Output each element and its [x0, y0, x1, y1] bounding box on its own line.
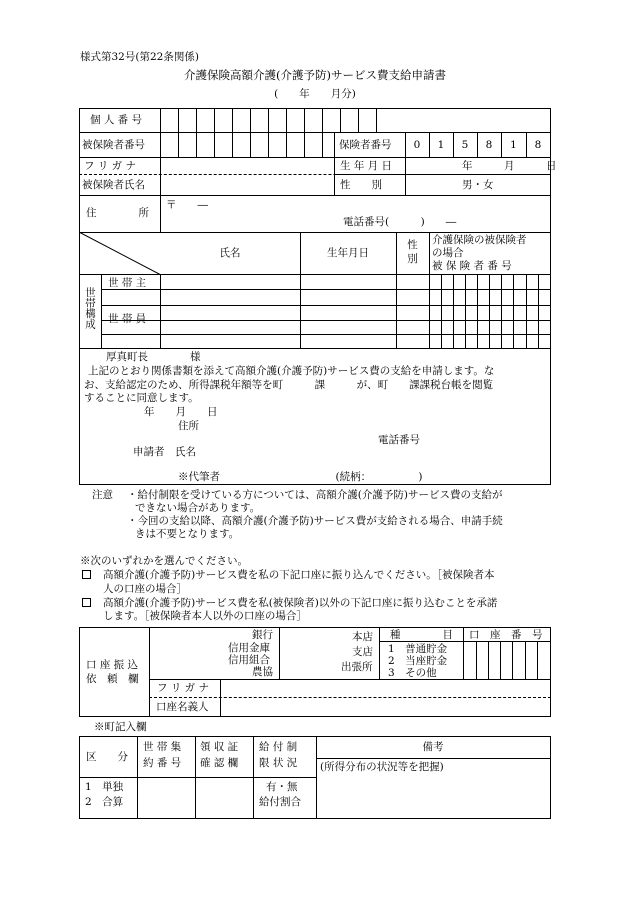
kojin-bango-label: 個 人 番 号 — [90, 114, 143, 126]
option-2-text-b: します。［被保険者本人以外の口座の場合］ — [103, 610, 307, 622]
notes-label: 注意 — [92, 489, 113, 501]
option-2-text-a: 高額介護(介護予防)サービス費を私(被保険者)以外の下記口座に振り込むことを承諾 — [103, 597, 498, 609]
branch-shucho: 出張所 — [341, 661, 373, 673]
hokensha-digit: 1 — [437, 139, 445, 151]
setainushi-label: 世 帯 主 — [108, 277, 147, 289]
applicant-phone-label: 電話番号 — [378, 434, 420, 446]
postal-mark: 〒 ― — [166, 199, 208, 211]
note-2a: ・今回の支給以降、高額介護(介護予防)サービス費が支給される場合、申請手続 — [127, 515, 503, 527]
declaration-body-1: 上記のとおり関係書類を添えて高額介護(介護予防)サービス費の支給を申請します。な — [88, 365, 495, 377]
kubun-gassan: 2 合算 — [85, 796, 124, 808]
hihokensha-bango-label: 被保険者番号 — [82, 139, 145, 151]
account-number-header: 口 座 番 号 — [469, 629, 543, 641]
option-1-text-a: 高額介護(介護予防)サービス費を私の下記口座に振り込んでください。［被保険者本 — [103, 569, 495, 581]
note-1a: ・給付制限を受けている方については、高額介護(介護予防)サービス費の支給が — [127, 489, 503, 501]
bank-shinkin: 信用金庫 — [228, 642, 270, 654]
hokensha-digit: 1 — [510, 139, 517, 151]
option-2-checkbox[interactable] — [82, 598, 91, 607]
ryoshu-header-2: 確 認 欄 — [200, 757, 239, 769]
denwa-label: 電話番号( ) ― — [343, 216, 457, 228]
setai-header-2: 約 番 号 — [143, 757, 182, 769]
branch-honten: 本店 — [352, 631, 373, 643]
option-1-checkbox[interactable] — [82, 570, 91, 579]
seinengappi-value: 年 月 日 — [462, 160, 557, 172]
setai-kosei-label: 世帯構成 — [84, 287, 96, 329]
furigana-label: フ リ ガ ナ — [84, 160, 137, 172]
account-type-sonota: 3 その他 — [388, 667, 437, 679]
period-label: ( 年 月分) — [274, 88, 356, 100]
col-birth: 生年月日 — [327, 247, 369, 259]
seibetsu-label: 性 別 — [340, 179, 382, 191]
bank-label-2: 依 頼 欄 — [86, 673, 139, 685]
biko-note: (所得分布の状況等を把握) — [320, 761, 444, 773]
note-1b: できない場合があります。 — [135, 502, 261, 514]
col-kaigo-2: の場合 — [432, 247, 464, 259]
hokensha-digit: 0 — [413, 139, 421, 151]
jusho-label: 住 所 — [86, 207, 149, 219]
kyufu-umu: 有・無 — [266, 781, 298, 793]
col-kaigo-3: 被 保 険 者 番 号 — [432, 260, 512, 272]
hokensha-digit: 5 — [461, 139, 469, 151]
branch-shiten: 支店 — [352, 646, 373, 658]
bank-nokyo: 農協 — [252, 666, 273, 678]
declaration-body-3: することに同意します。 — [84, 392, 199, 404]
setaiin-label: 世 帯 員 — [108, 313, 147, 325]
bank-ginko: 銀行 — [252, 629, 273, 641]
note-2b: きは不要となります。 — [135, 528, 240, 540]
bank-furigana-label: フ リ ガ ナ — [157, 682, 210, 694]
col-name: 氏名 — [219, 247, 241, 259]
account-type-futsu: 1 普通貯金 — [388, 643, 448, 655]
kyufu-header-2: 限 状 況 — [259, 757, 298, 769]
declaration-body-2: お、支給認定のため、所得課税年額等を町 課 が、町 課課税台帳を閲覧 — [84, 379, 494, 391]
proxy-writer-label: ※代筆者 (続柄： ) — [178, 471, 423, 483]
biko-header: 備考 — [422, 741, 444, 753]
hokensha-digit: 8 — [485, 139, 493, 151]
option-1-text-b: 人の口座の場合］ — [103, 583, 187, 595]
applicant-name-label: 申請者 氏名 — [133, 446, 196, 458]
seibetsu-value: 男・女 — [462, 179, 494, 191]
col-kaigo-1: 介護保険の被保険者 — [432, 234, 527, 246]
declaration-date: 年 月 日 — [144, 406, 218, 418]
bank-shinkumi: 信用組合 — [228, 654, 270, 666]
hihokensha-name-label: 被保険者氏名 — [82, 179, 145, 191]
account-type-toza: 2 当座貯金 — [388, 655, 448, 667]
addressee: 厚真町長 様 — [106, 351, 201, 363]
bank-label-1: 口 座 振 込 — [86, 659, 139, 671]
page-title: 介護保険高額介護(介護予防)サービス費支給申請書 — [184, 68, 446, 82]
col-sex: 性 別 — [407, 239, 418, 265]
hokensha-digit: 8 — [534, 139, 542, 151]
hokensha-bango-label: 保険者番号 — [339, 139, 392, 151]
account-type-header: 種 目 — [390, 629, 453, 641]
kubun-header: 区 分 — [86, 751, 128, 763]
setai-header-1: 世 帯 集 — [143, 741, 182, 753]
applicant-address-label: 住所 — [178, 420, 199, 432]
form-number: 様式第32号(第22条関係) — [80, 51, 199, 63]
kyufu-header-1: 給 付 制 — [259, 741, 298, 753]
diagonal-header-line — [79, 232, 161, 275]
account-holder-label: 口座名義人 — [156, 701, 209, 713]
seinengappi-label: 生 年 月 日 — [340, 160, 393, 172]
choice-intro: ※次のいずれかを選んでください。 — [80, 555, 248, 567]
office-use-label: ※町記入欄 — [94, 721, 147, 733]
ryoshu-header-1: 領 収 証 — [200, 741, 239, 753]
kyufu-wariai: 給付割合 — [259, 796, 301, 808]
kubun-tandoku: 1 単独 — [85, 781, 124, 793]
